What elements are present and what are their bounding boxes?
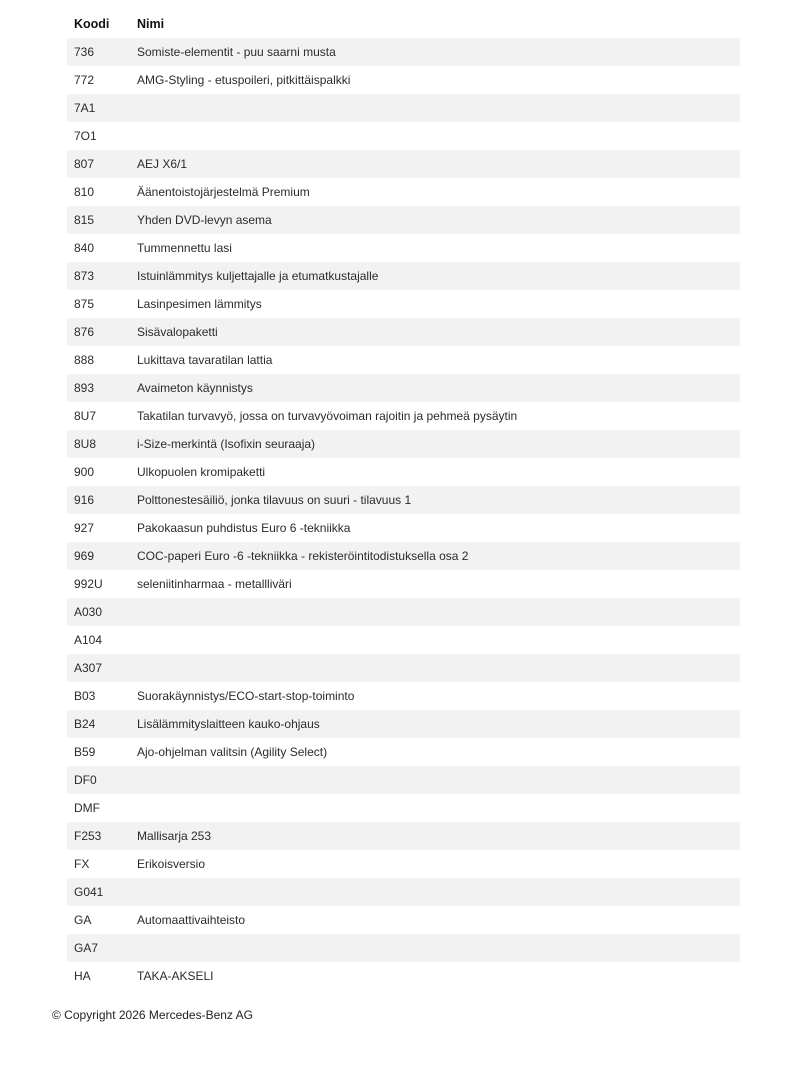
- row-name: Somiste-elementit - puu saarni musta: [137, 45, 336, 59]
- row-code: A104: [74, 633, 103, 647]
- table-row: [67, 710, 740, 738]
- row-name: Istuinlämmitys kuljettajalle ja etumatkustajalle: [137, 269, 379, 283]
- table-row: [67, 290, 740, 318]
- row-code: 7O1: [74, 129, 97, 143]
- table-row: [67, 850, 740, 878]
- row-code: B59: [74, 745, 96, 759]
- table-row: [67, 878, 740, 906]
- table-row: [67, 402, 740, 430]
- row-code: 992U: [74, 577, 103, 591]
- row-name: Erikoisversio: [137, 857, 206, 871]
- table-row: [67, 458, 740, 486]
- row-code: 8U8: [74, 437, 97, 451]
- row-name: Sisävalopaketti: [137, 325, 218, 339]
- table-row: [67, 626, 740, 654]
- row-code: F253: [74, 829, 102, 843]
- row-name: Ajo-ohjelman valitsin (Agility Select): [137, 745, 328, 759]
- row-code: A307: [74, 661, 103, 675]
- table-row: [67, 542, 740, 570]
- row-code: B03: [74, 689, 96, 703]
- row-name: i-Size-merkintä (Isofixin seuraaja): [137, 437, 316, 451]
- table-row: [67, 654, 740, 682]
- table-row: [67, 374, 740, 402]
- row-name: COC-paperi Euro -6 -tekniikka - rekisteröintitodistuksella osa 2: [137, 549, 469, 563]
- row-code: GA7: [74, 941, 99, 955]
- row-name: Mallisarja 253: [137, 829, 212, 843]
- row-name: Automaattivaihteisto: [137, 913, 246, 927]
- table-row: [67, 570, 740, 598]
- table-row: [67, 94, 740, 122]
- row-name: Yhden DVD-levyn asema: [137, 213, 272, 227]
- table-row: [67, 682, 740, 710]
- table-row: [67, 206, 740, 234]
- table-row: [67, 794, 740, 822]
- table-row: [67, 66, 740, 94]
- table-row: [67, 766, 740, 794]
- row-code: 807: [74, 157, 95, 171]
- row-code: HA: [74, 969, 91, 983]
- header-name: Nimi: [137, 17, 165, 31]
- row-name: seleniitinharmaa - metallliväri: [137, 577, 292, 591]
- table-row: [67, 318, 740, 346]
- table-row: [67, 262, 740, 290]
- header-code: Koodi: [74, 17, 110, 31]
- table-body: [67, 38, 740, 990]
- options-table: [67, 10, 740, 990]
- row-code: 810: [74, 185, 95, 199]
- row-name: Suorakäynnistys/ECO-start-stop-toiminto: [137, 689, 355, 703]
- row-name: Äänentoistojärjestelmä Premium: [137, 185, 310, 199]
- table-row: [67, 346, 740, 374]
- row-code: 840: [74, 241, 95, 255]
- row-code: FX: [74, 857, 90, 871]
- row-code: 876: [74, 325, 95, 339]
- row-code: 7A1: [74, 101, 96, 115]
- table-row: [67, 430, 740, 458]
- table-row: [67, 906, 740, 934]
- row-code: 772: [74, 73, 95, 87]
- row-code: 900: [74, 465, 95, 479]
- table-row: [67, 122, 740, 150]
- table-row: [67, 738, 740, 766]
- row-code: 888: [74, 353, 95, 367]
- row-name: AMG-Styling - etuspoileri, pitkittäispalkki: [137, 73, 351, 87]
- row-code: 815: [74, 213, 95, 227]
- row-code: 736: [74, 45, 95, 59]
- row-name: Takatilan turvavyö, jossa on turvavyövoiman rajoitin ja pehmeä pysäytin: [137, 409, 518, 423]
- table-header: [67, 10, 740, 38]
- row-name: Polttonestesäiliö, jonka tilavuus on suuri - tilavuus 1: [137, 493, 412, 507]
- row-code: 927: [74, 521, 95, 535]
- copyright-footer: © Copyright 2026 Mercedes-Benz AG: [52, 1008, 253, 1022]
- row-name: AEJ X6/1: [137, 157, 188, 171]
- table-row: [67, 178, 740, 206]
- row-code: 8U7: [74, 409, 97, 423]
- table-row: [67, 514, 740, 542]
- row-name: Avaimeton käynnistys: [137, 381, 253, 395]
- row-code: B24: [74, 717, 96, 731]
- table-row: [67, 962, 740, 990]
- row-code: DMF: [74, 801, 100, 815]
- row-code: G041: [74, 885, 104, 899]
- table-row: [67, 150, 740, 178]
- row-name: Lasinpesimen lämmitys: [137, 297, 262, 311]
- row-code: DF0: [74, 773, 97, 787]
- table-row: [67, 486, 740, 514]
- row-code: 875: [74, 297, 95, 311]
- row-code: GA: [74, 913, 92, 927]
- row-name: Tummennettu lasi: [137, 241, 232, 255]
- row-code: 893: [74, 381, 95, 395]
- row-name: TAKA-AKSELI: [137, 969, 214, 983]
- row-code: 873: [74, 269, 95, 283]
- row-name: Lisälämmityslaitteen kauko-ohjaus: [137, 717, 320, 731]
- row-code: 969: [74, 549, 95, 563]
- row-name: Lukittava tavaratilan lattia: [137, 353, 273, 367]
- table-row: [67, 38, 740, 66]
- row-name: Ulkopuolen kromipaketti: [137, 465, 266, 479]
- row-name: Pakokaasun puhdistus Euro 6 -tekniikka: [137, 521, 351, 535]
- table-row: [67, 234, 740, 262]
- table-row: [67, 822, 740, 850]
- row-code: A030: [74, 605, 103, 619]
- row-code: 916: [74, 493, 95, 507]
- table-row: [67, 934, 740, 962]
- table-row: [67, 598, 740, 626]
